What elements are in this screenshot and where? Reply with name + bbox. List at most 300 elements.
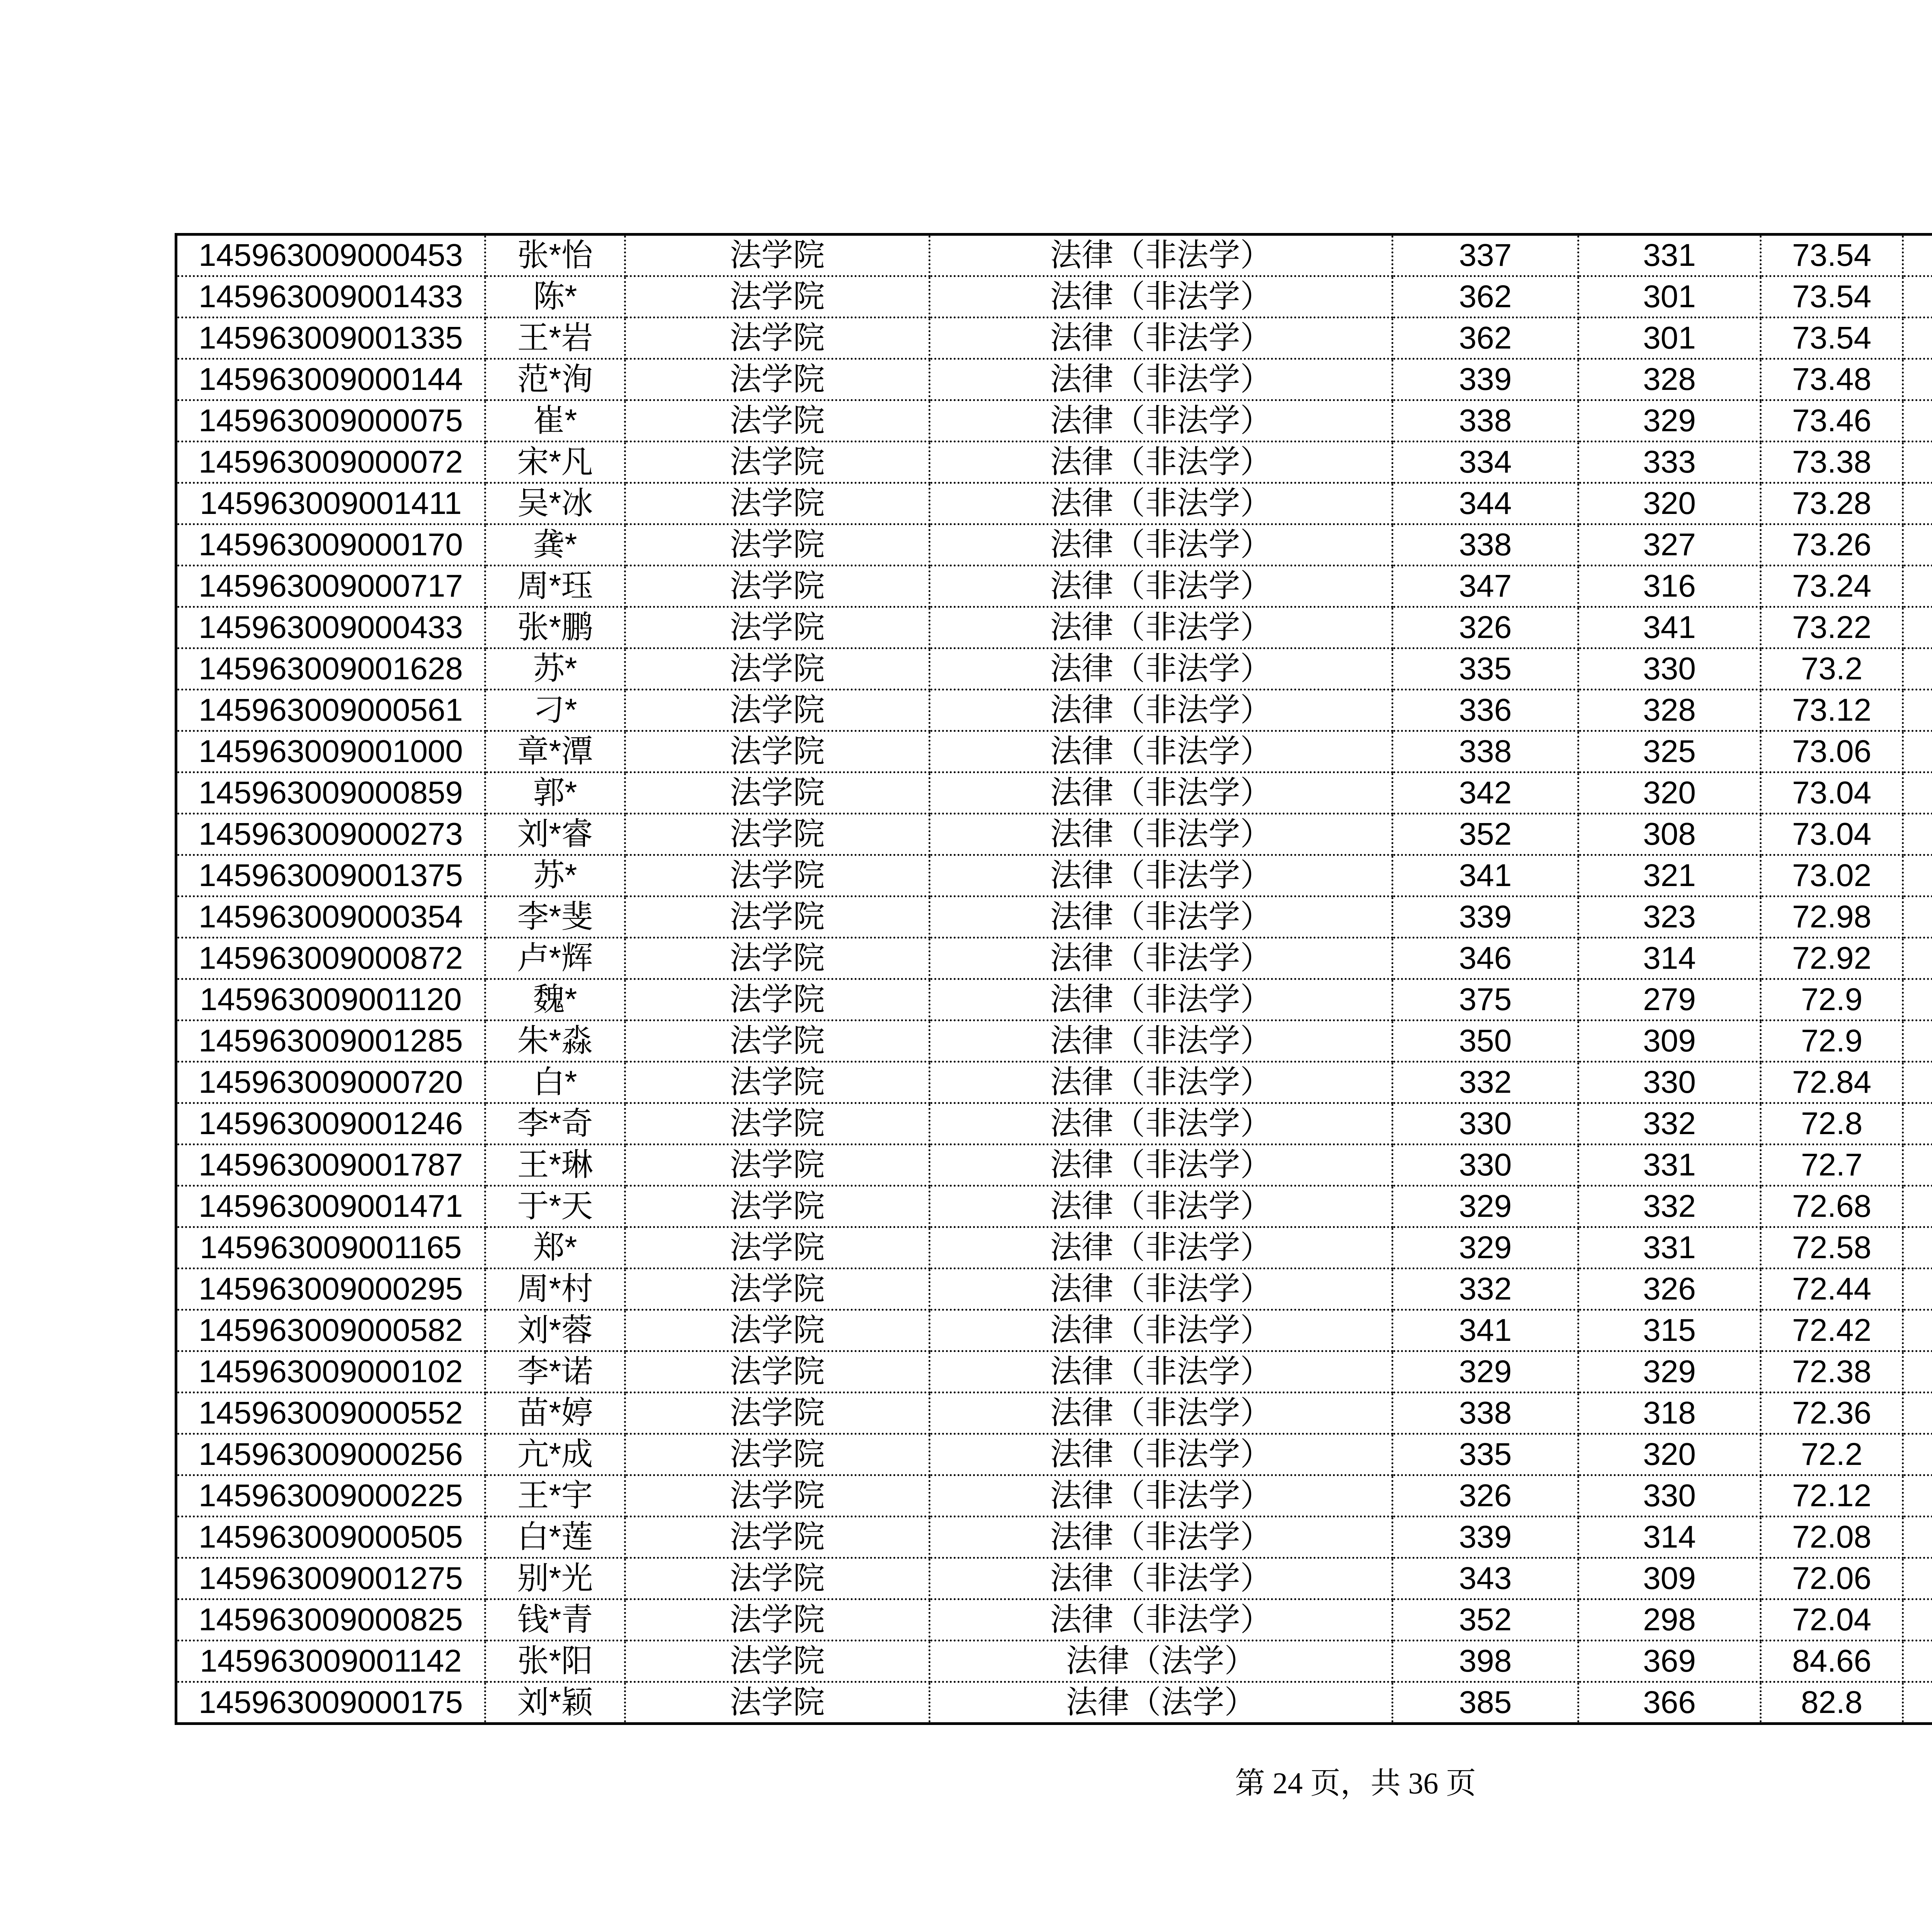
- total-score-cell: 72.08: [1761, 1517, 1903, 1558]
- table-row: [176, 607, 1932, 648]
- name-cell: 卢*辉: [485, 938, 625, 979]
- study-mode-cell: [1903, 896, 1932, 938]
- major-cell: 法律（非法学）: [930, 1062, 1393, 1103]
- total-score-cell: 72.38: [1761, 1351, 1903, 1393]
- college-cell: 法学院: [625, 1103, 930, 1145]
- major-cell: 法律（非法学）: [930, 1517, 1393, 1558]
- major-cell: 法律（非法学）: [930, 814, 1393, 855]
- major-cell: 法律（非法学）: [930, 442, 1393, 483]
- study-mode-cell: [1903, 731, 1932, 772]
- score-a-cell: 338: [1393, 524, 1578, 566]
- score-a-cell: 337: [1393, 235, 1578, 276]
- score-b-cell: 321: [1578, 855, 1761, 896]
- major-cell: 法律（法学）: [930, 1682, 1393, 1724]
- college-cell: 法学院: [625, 690, 930, 731]
- score-b-cell: 309: [1578, 1558, 1761, 1599]
- total-score-cell: 73.22: [1761, 607, 1903, 648]
- major-cell: 法律（非法学）: [930, 855, 1393, 896]
- score-b-cell: 320: [1578, 772, 1761, 814]
- candidate-id-cell: 145963009001120: [176, 979, 485, 1021]
- name-cell: 钱*青: [485, 1599, 625, 1641]
- major-cell: 法律（非法学）: [930, 1186, 1393, 1227]
- total-score-cell: 73.12: [1761, 690, 1903, 731]
- candidate-id-cell: 145963009000170: [176, 524, 485, 566]
- table-row: [176, 1351, 1932, 1393]
- score-a-cell: 332: [1393, 1062, 1578, 1103]
- candidate-id-cell: 145963009001246: [176, 1103, 485, 1145]
- candidate-id-cell: 145963009000072: [176, 442, 485, 483]
- college-cell: 法学院: [625, 1434, 930, 1475]
- major-cell: 法律（非法学）: [930, 979, 1393, 1021]
- study-mode-cell: [1903, 1434, 1932, 1475]
- total-score-cell: 73.04: [1761, 772, 1903, 814]
- table-row: [176, 1682, 1932, 1724]
- table-row: [176, 400, 1932, 442]
- score-b-cell: 327: [1578, 524, 1761, 566]
- candidate-id-cell: 145963009000144: [176, 359, 485, 400]
- table-row: [176, 1062, 1932, 1103]
- score-b-cell: 318: [1578, 1393, 1761, 1434]
- study-mode-cell: [1903, 1558, 1932, 1599]
- score-a-cell: 329: [1393, 1227, 1578, 1269]
- college-cell: 法学院: [625, 276, 930, 318]
- study-mode-cell: [1903, 855, 1932, 896]
- college-cell: 法学院: [625, 979, 930, 1021]
- candidate-id-cell: 145963009000720: [176, 1062, 485, 1103]
- major-cell: 法律（非法学）: [930, 235, 1393, 276]
- score-b-cell: 330: [1578, 1475, 1761, 1517]
- table-row: [176, 1021, 1932, 1062]
- college-cell: 法学院: [625, 1269, 930, 1310]
- total-score-cell: 73.38: [1761, 442, 1903, 483]
- study-mode-cell: [1903, 524, 1932, 566]
- score-a-cell: 338: [1393, 400, 1578, 442]
- score-a-cell: 362: [1393, 318, 1578, 359]
- name-cell: 周*珏: [485, 566, 625, 607]
- total-score-cell: 73.28: [1761, 483, 1903, 524]
- study-mode-cell: [1903, 979, 1932, 1021]
- total-score-cell: 73.02: [1761, 855, 1903, 896]
- name-cell: 龚*: [485, 524, 625, 566]
- candidate-id-cell: 145963009001285: [176, 1021, 485, 1062]
- table-row: [176, 1186, 1932, 1227]
- candidate-id-cell: 145963009001000: [176, 731, 485, 772]
- table-row: [176, 648, 1932, 690]
- major-cell: 法律（非法学）: [930, 648, 1393, 690]
- college-cell: 法学院: [625, 731, 930, 772]
- college-cell: 法学院: [625, 1682, 930, 1724]
- total-score-cell: 72.58: [1761, 1227, 1903, 1269]
- score-b-cell: 325: [1578, 731, 1761, 772]
- major-cell: 法律（非法学）: [930, 1145, 1393, 1186]
- total-score-cell: 72.68: [1761, 1186, 1903, 1227]
- candidate-id-cell: 145963009000225: [176, 1475, 485, 1517]
- total-score-cell: 73.54: [1761, 318, 1903, 359]
- major-cell: 法律（非法学）: [930, 1021, 1393, 1062]
- candidate-id-cell: 145963009000859: [176, 772, 485, 814]
- total-score-cell: 72.2: [1761, 1434, 1903, 1475]
- candidate-id-cell: 145963009001411: [176, 483, 485, 524]
- table-row: [176, 979, 1932, 1021]
- score-a-cell: 326: [1393, 607, 1578, 648]
- score-b-cell: 328: [1578, 690, 1761, 731]
- college-cell: 法学院: [625, 524, 930, 566]
- total-score-cell: 72.84: [1761, 1062, 1903, 1103]
- study-mode-cell: [1903, 235, 1932, 276]
- name-cell: 王*岩: [485, 318, 625, 359]
- total-score-cell: 72.9: [1761, 1021, 1903, 1062]
- college-cell: 法学院: [625, 566, 930, 607]
- study-mode-cell: [1903, 1186, 1932, 1227]
- candidate-id-cell: 145963009000273: [176, 814, 485, 855]
- name-cell: 郭*: [485, 772, 625, 814]
- study-mode-cell: [1903, 648, 1932, 690]
- page-number: 第 24 页，共 36 页: [1235, 1766, 1476, 1800]
- candidate-id-cell: 145963009001471: [176, 1186, 485, 1227]
- score-b-cell: 308: [1578, 814, 1761, 855]
- score-b-cell: 301: [1578, 318, 1761, 359]
- candidate-id-cell: 145963009000872: [176, 938, 485, 979]
- score-b-cell: 331: [1578, 235, 1761, 276]
- college-cell: 法学院: [625, 359, 930, 400]
- score-a-cell: 362: [1393, 276, 1578, 318]
- score-b-cell: 328: [1578, 359, 1761, 400]
- table-row: [176, 1599, 1932, 1641]
- total-score-cell: 82.8: [1761, 1682, 1903, 1724]
- score-b-cell: 323: [1578, 896, 1761, 938]
- score-a-cell: 350: [1393, 1021, 1578, 1062]
- table-row: [176, 1269, 1932, 1310]
- name-cell: 李*奇: [485, 1103, 625, 1145]
- score-b-cell: 301: [1578, 276, 1761, 318]
- college-cell: 法学院: [625, 938, 930, 979]
- study-mode-cell: [1903, 1269, 1932, 1310]
- score-a-cell: 335: [1393, 1434, 1578, 1475]
- score-a-cell: 346: [1393, 938, 1578, 979]
- table-row: [176, 731, 1932, 772]
- score-a-cell: 375: [1393, 979, 1578, 1021]
- total-score-cell: 72.44: [1761, 1269, 1903, 1310]
- college-cell: 法学院: [625, 1351, 930, 1393]
- score-a-cell: 329: [1393, 1186, 1578, 1227]
- table-row: [176, 276, 1932, 318]
- table-row: [176, 1558, 1932, 1599]
- candidate-id-cell: 145963009000717: [176, 566, 485, 607]
- candidate-id-cell: 145963009000453: [176, 235, 485, 276]
- name-cell: 苏*: [485, 855, 625, 896]
- name-cell: 于*天: [485, 1186, 625, 1227]
- score-a-cell: 398: [1393, 1641, 1578, 1682]
- name-cell: 吴*冰: [485, 483, 625, 524]
- college-cell: 法学院: [625, 1186, 930, 1227]
- major-cell: 法律（非法学）: [930, 1393, 1393, 1434]
- college-cell: 法学院: [625, 1227, 930, 1269]
- candidate-id-cell: 145963009000582: [176, 1310, 485, 1351]
- score-b-cell: 298: [1578, 1599, 1761, 1641]
- college-cell: 法学院: [625, 855, 930, 896]
- score-b-cell: 329: [1578, 1351, 1761, 1393]
- study-mode-cell: [1903, 1103, 1932, 1145]
- major-cell: 法律（非法学）: [930, 690, 1393, 731]
- college-cell: 法学院: [625, 607, 930, 648]
- score-b-cell: 329: [1578, 400, 1761, 442]
- name-cell: 陈*: [485, 276, 625, 318]
- college-cell: 法学院: [625, 1558, 930, 1599]
- major-cell: 法律（非法学）: [930, 772, 1393, 814]
- study-mode-cell: [1903, 359, 1932, 400]
- major-cell: 法律（非法学）: [930, 1558, 1393, 1599]
- score-b-cell: 320: [1578, 483, 1761, 524]
- score-a-cell: 335: [1393, 648, 1578, 690]
- table-row: [176, 855, 1932, 896]
- study-mode-cell: [1903, 1351, 1932, 1393]
- table-row: [176, 896, 1932, 938]
- score-b-cell: 332: [1578, 1103, 1761, 1145]
- score-a-cell: 339: [1393, 896, 1578, 938]
- score-a-cell: 338: [1393, 731, 1578, 772]
- candidate-id-cell: 145963009001628: [176, 648, 485, 690]
- table-row: [176, 359, 1932, 400]
- study-mode-cell: [1903, 1021, 1932, 1062]
- score-a-cell: 343: [1393, 1558, 1578, 1599]
- major-cell: 法律（非法学）: [930, 607, 1393, 648]
- study-mode-cell: [1903, 938, 1932, 979]
- total-score-cell: 73.04: [1761, 814, 1903, 855]
- major-cell: 法律（非法学）: [930, 524, 1393, 566]
- score-a-cell: 332: [1393, 1269, 1578, 1310]
- score-b-cell: 331: [1578, 1145, 1761, 1186]
- candidate-id-cell: 145963009000825: [176, 1599, 485, 1641]
- score-a-cell: 339: [1393, 1517, 1578, 1558]
- name-cell: 范*洵: [485, 359, 625, 400]
- score-a-cell: 330: [1393, 1145, 1578, 1186]
- major-cell: 法律（非法学）: [930, 359, 1393, 400]
- name-cell: 张*怡: [485, 235, 625, 276]
- study-mode-cell: [1903, 1393, 1932, 1434]
- candidate-id-cell: 145963009000505: [176, 1517, 485, 1558]
- score-table: [175, 233, 1932, 1725]
- table-row: [176, 235, 1932, 276]
- name-cell: 刘*蓉: [485, 1310, 625, 1351]
- name-cell: 魏*: [485, 979, 625, 1021]
- score-b-cell: 309: [1578, 1021, 1761, 1062]
- college-cell: 法学院: [625, 1517, 930, 1558]
- table-row: [176, 1434, 1932, 1475]
- major-cell: 法律（非法学）: [930, 566, 1393, 607]
- name-cell: 王*宇: [485, 1475, 625, 1517]
- study-mode-cell: [1903, 1062, 1932, 1103]
- study-mode-cell: [1903, 318, 1932, 359]
- table-row: [176, 1641, 1932, 1682]
- candidate-id-cell: 145963009000175: [176, 1682, 485, 1724]
- name-cell: 白*: [485, 1062, 625, 1103]
- name-cell: 刘*睿: [485, 814, 625, 855]
- college-cell: 法学院: [625, 1145, 930, 1186]
- score-a-cell: 330: [1393, 1103, 1578, 1145]
- score-a-cell: 326: [1393, 1475, 1578, 1517]
- major-cell: 法律（非法学）: [930, 938, 1393, 979]
- name-cell: 苏*: [485, 648, 625, 690]
- score-b-cell: 330: [1578, 1062, 1761, 1103]
- name-cell: 王*琳: [485, 1145, 625, 1186]
- study-mode-cell: [1903, 1145, 1932, 1186]
- table-row: [176, 1517, 1932, 1558]
- study-mode-cell: [1903, 814, 1932, 855]
- name-cell: 宋*凡: [485, 442, 625, 483]
- total-score-cell: 72.42: [1761, 1310, 1903, 1351]
- name-cell: 周*村: [485, 1269, 625, 1310]
- study-mode-cell: [1903, 442, 1932, 483]
- score-a-cell: 341: [1393, 1310, 1578, 1351]
- candidate-id-cell: 145963009001275: [176, 1558, 485, 1599]
- name-cell: 张*阳: [485, 1641, 625, 1682]
- table-row: [176, 938, 1932, 979]
- table-row: [176, 1393, 1932, 1434]
- candidate-id-cell: 145963009001142: [176, 1641, 485, 1682]
- major-cell: 法律（非法学）: [930, 1310, 1393, 1351]
- table-row: [176, 1227, 1932, 1269]
- major-cell: 法律（非法学）: [930, 1599, 1393, 1641]
- total-score-cell: 72.36: [1761, 1393, 1903, 1434]
- major-cell: 法律（非法学）: [930, 276, 1393, 318]
- candidate-id-cell: 145963009001335: [176, 318, 485, 359]
- total-score-cell: 73.54: [1761, 235, 1903, 276]
- major-cell: 法律（非法学）: [930, 318, 1393, 359]
- college-cell: 法学院: [625, 1021, 930, 1062]
- major-cell: 法律（非法学）: [930, 896, 1393, 938]
- score-a-cell: 347: [1393, 566, 1578, 607]
- total-score-cell: 73.06: [1761, 731, 1903, 772]
- total-score-cell: 73.26: [1761, 524, 1903, 566]
- table-row: [176, 483, 1932, 524]
- candidate-id-cell: 145963009000256: [176, 1434, 485, 1475]
- name-cell: 朱*淼: [485, 1021, 625, 1062]
- college-cell: 法学院: [625, 400, 930, 442]
- score-a-cell: 342: [1393, 772, 1578, 814]
- major-cell: 法律（非法学）: [930, 1475, 1393, 1517]
- table-row: [176, 1145, 1932, 1186]
- study-mode-cell: [1903, 1599, 1932, 1641]
- total-score-cell: 84.66: [1761, 1641, 1903, 1682]
- total-score-cell: 72.92: [1761, 938, 1903, 979]
- college-cell: 法学院: [625, 1062, 930, 1103]
- table-row: [176, 814, 1932, 855]
- score-b-cell: 315: [1578, 1310, 1761, 1351]
- table-row: [176, 772, 1932, 814]
- college-cell: 法学院: [625, 235, 930, 276]
- name-cell: 刘*颖: [485, 1682, 625, 1724]
- score-b-cell: 369: [1578, 1641, 1761, 1682]
- study-mode-cell: [1903, 1310, 1932, 1351]
- name-cell: 白*莲: [485, 1517, 625, 1558]
- college-cell: 法学院: [625, 896, 930, 938]
- candidate-id-cell: 145963009001433: [176, 276, 485, 318]
- major-cell: 法律（非法学）: [930, 1227, 1393, 1269]
- name-cell: 张*鹏: [485, 607, 625, 648]
- candidate-id-cell: 145963009000354: [176, 896, 485, 938]
- major-cell: 法律（非法学）: [930, 731, 1393, 772]
- total-score-cell: 73.24: [1761, 566, 1903, 607]
- score-b-cell: 279: [1578, 979, 1761, 1021]
- college-cell: 法学院: [625, 1393, 930, 1434]
- study-mode-cell: [1903, 1682, 1932, 1724]
- candidate-id-cell: 145963009000075: [176, 400, 485, 442]
- study-mode-cell: [1903, 1641, 1932, 1682]
- score-a-cell: 344: [1393, 483, 1578, 524]
- total-score-cell: 73.46: [1761, 400, 1903, 442]
- name-cell: 章*潭: [485, 731, 625, 772]
- study-mode-cell: [1903, 483, 1932, 524]
- major-cell: 法律（非法学）: [930, 1434, 1393, 1475]
- study-mode-cell: [1903, 1475, 1932, 1517]
- total-score-cell: 72.04: [1761, 1599, 1903, 1641]
- total-score-cell: 73.2: [1761, 648, 1903, 690]
- total-score-cell: 72.06: [1761, 1558, 1903, 1599]
- name-cell: 李*诺: [485, 1351, 625, 1393]
- major-cell: 法律（法学）: [930, 1641, 1393, 1682]
- college-cell: 法学院: [625, 318, 930, 359]
- total-score-cell: 72.8: [1761, 1103, 1903, 1145]
- major-cell: 法律（非法学）: [930, 1351, 1393, 1393]
- major-cell: 法律（非法学）: [930, 483, 1393, 524]
- score-a-cell: 329: [1393, 1351, 1578, 1393]
- candidate-id-cell: 145963009000561: [176, 690, 485, 731]
- study-mode-cell: [1903, 276, 1932, 318]
- study-mode-cell: [1903, 1227, 1932, 1269]
- candidate-id-cell: 145963009000433: [176, 607, 485, 648]
- name-cell: 郑*: [485, 1227, 625, 1269]
- score-a-cell: 339: [1393, 359, 1578, 400]
- college-cell: 法学院: [625, 1641, 930, 1682]
- candidate-id-cell: 145963009000102: [176, 1351, 485, 1393]
- score-b-cell: 326: [1578, 1269, 1761, 1310]
- table-row: [176, 690, 1932, 731]
- study-mode-cell: [1903, 400, 1932, 442]
- score-a-cell: 336: [1393, 690, 1578, 731]
- table-row: [176, 524, 1932, 566]
- college-cell: 法学院: [625, 1310, 930, 1351]
- score-b-cell: 314: [1578, 1517, 1761, 1558]
- study-mode-cell: [1903, 566, 1932, 607]
- major-cell: 法律（非法学）: [930, 1269, 1393, 1310]
- total-score-cell: 72.12: [1761, 1475, 1903, 1517]
- college-cell: 法学院: [625, 442, 930, 483]
- score-a-cell: 385: [1393, 1682, 1578, 1724]
- study-mode-cell: [1903, 1517, 1932, 1558]
- name-cell: 别*光: [485, 1558, 625, 1599]
- college-cell: 法学院: [625, 814, 930, 855]
- score-a-cell: 334: [1393, 442, 1578, 483]
- study-mode-cell: [1903, 690, 1932, 731]
- score-b-cell: 316: [1578, 566, 1761, 607]
- score-b-cell: 341: [1578, 607, 1761, 648]
- college-cell: 法学院: [625, 1475, 930, 1517]
- score-a-cell: 341: [1393, 855, 1578, 896]
- college-cell: 法学院: [625, 483, 930, 524]
- score-a-cell: 352: [1393, 1599, 1578, 1641]
- score-a-cell: 338: [1393, 1393, 1578, 1434]
- candidate-id-cell: 145963009001787: [176, 1145, 485, 1186]
- name-cell: 崔*: [485, 400, 625, 442]
- name-cell: 李*斐: [485, 896, 625, 938]
- major-cell: 法律（非法学）: [930, 400, 1393, 442]
- score-b-cell: 320: [1578, 1434, 1761, 1475]
- college-cell: 法学院: [625, 1599, 930, 1641]
- candidate-id-cell: 145963009000295: [176, 1269, 485, 1310]
- name-cell: 苗*婷: [485, 1393, 625, 1434]
- score-b-cell: 333: [1578, 442, 1761, 483]
- candidate-id-cell: 145963009000552: [176, 1393, 485, 1434]
